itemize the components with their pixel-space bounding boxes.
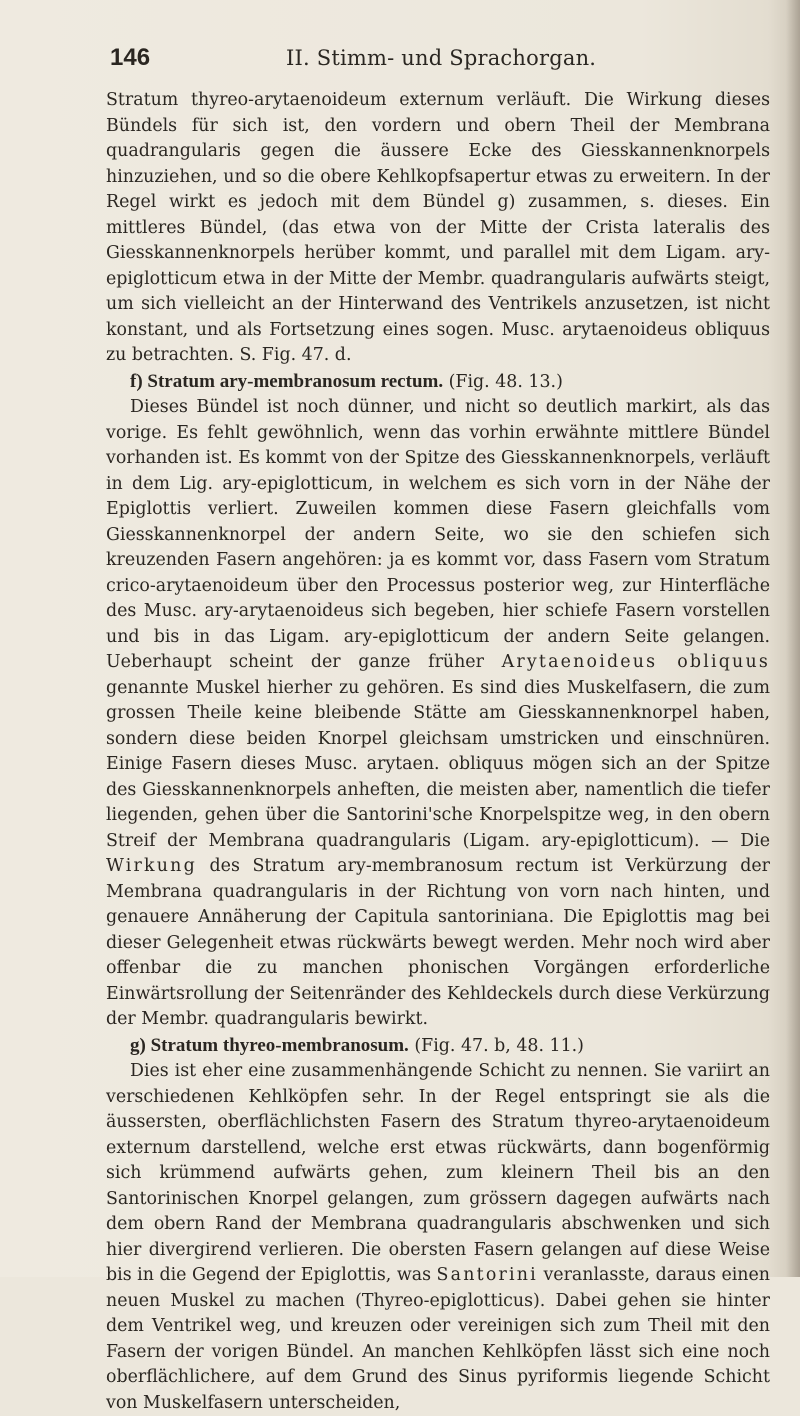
page-body xyxy=(106,88,770,1416)
section-f-text-1: Dieses Bündel ist noch dünner, und nicht so deutlich markirt, als das vorige. Es fehlt gewöhnlich, wenn das vorhin erwähnte mittlere Bündel vorhanden ist. Es kommt von der Spitze des Giesskannenknorpels, verläuft in dem Lig. ary-epiglotticum, in welchem es sich vorn in der Nähe der Epiglottis verliert. Zuweilen kommen diese Fasern gleichfalls vom Giesskannenknorpel der andern Seite, wo sie den schiefen sich kreuzenden Fasern angehören: ja es kommt vor, dass Fasern vom Stratum crico-arytaenoideum über den Processus posterior weg, zur Hinterfläche des Musc. ary-arytaenoideus sich begeben, hier schiefe Fasern vorstellen und bis in das Ligam. ary-epiglotticum der andern Seite gelangen. Ueberhaupt scheint der ganze früher xyxy=(106,397,770,672)
section-f-spaced-term-2: Wirkung xyxy=(106,856,197,876)
section-g-text-1: Dies ist eher eine zusammenhängende Schicht zu nennen. Sie variirt an verschiedenen Kehlköpfen sehr. In der Regel entspringt sie als die äussersten, oberflächlichsten Fasern des Stratum thyreo-arytaenoideum externum darstellend, welche erst etwas rückwärts, dann bogenförmig sich krümmend aufwärts gehen, zum kleinern Theil bis an den Santorinischen Knorpel gelangen, zum grössern dagegen aufwärts nach dem obern Rand der Membrana quadrangularis abschwenken und sich hier divergirend verlieren. Die obersten Fasern gelangen auf diese Weise bis in die Gegend der Epiglottis, was xyxy=(106,1061,770,1285)
section-g-title xyxy=(106,1033,770,1060)
running-title: II. Stimm- und Sprachorgan. xyxy=(286,46,597,70)
section-f-figure-ref: (Fig. 48. 13.) xyxy=(443,371,563,392)
section-f-text-3: des Stratum ary-membranosum rectum ist Verkürzung der Membrana quadrangularis in der Richtung von vorn nach hinten, und genauere Annäherung der Capitula santoriniana. Die Epiglottis mag bei dieser Gelegenheit etwas rückwärts bewegt werden. Mehr noch wird aber offenbar die zu manchen phonischen Vorgängen erforderliche Einwärtsrollung der Seitenränder des Kehldeckels durch diese Verkürzung der Membr. quadrangularis bewirkt. xyxy=(106,856,770,1029)
section-f-text-2: genannte Muskel hierher zu gehören. Es sind dies Muskelfasern, die zum grossen Theile keine bleibende Stätte am Giesskannenknorpel haben, sondern diese beiden Knorpel gleichsam umstricken und einschnüren. Einige Fasern dieses Musc. arytaen. obliquus mögen sich an der Spitze des Giesskannenknorpels anheften, die meisten aber, namentlich die tiefer liegenden, gehen über die Santorini'sche Knorpelspitze weg, in den obern Streif der Membrana quadrangularis (Ligam. ary-epiglotticum). — Die xyxy=(106,677,770,851)
section-f-spaced-term-1: Arytaenoideus obliquus xyxy=(501,652,770,672)
section-g-paragraph xyxy=(106,1059,770,1416)
section-f-heading: f) Stratum ary-membranosum rectum. xyxy=(130,370,444,392)
paragraph-continuation: Stratum thyreo-arytaenoideum externum verläuft. Die Wirkung dieses Bündels für sich ist, den vordern und obern Theil der Membrana quadrangularis gegen die äussere Ecke des Giesskannenknorpels hinzuziehen, und so die obere Kehlkopfsapertur etwas zu erweitern. In der Regel wirkt es jedoch mit dem Bündel g) zusammen, s. dieses. Ein mittleres Bündel, (das etwa von der Mitte der Crista lateralis des Giesskannenknorpels herüber kommt, und parallel mit dem Ligam. ary-epiglotticum etwa in der Mitte der Membr. quadrangularis aufwärts steigt, um sich vielleicht an der Hinterwand des Ventrikels anzusetzen, ist nicht konstant, und als Fortsetzung eines sogen. Musc. arytaenoideus obliquus zu betrachten. S. Fig. 47. d. xyxy=(106,90,770,365)
section-g-heading: g) Stratum thyreo-membranosum. xyxy=(130,1034,409,1056)
section-g-text-2: veranlasste, daraus einen neuen Muskel zu machen (Thyreo-epiglotticus). Dabei gehen sie hinter dem Ventrikel weg, und kreuzen oder vereinigen sich zum Theil mit den Fasern der vorigen Bündel. An manchen Kehlköpfen lässt sich eine noch oberflächlichere, auf dem Grund des Sinus pyriformis liegende Schicht von Muskelfasern unterscheiden, xyxy=(106,1265,770,1413)
page-number: 146 xyxy=(110,44,151,71)
section-f-paragraph xyxy=(106,395,770,1033)
section-g-figure-ref: (Fig. 47. b, 48. 11.) xyxy=(408,1035,584,1056)
section-g-spaced-term: Santorini xyxy=(436,1265,538,1285)
section-f-title xyxy=(106,369,770,396)
page-edge-shadow xyxy=(786,0,800,1277)
page-header xyxy=(110,44,770,78)
